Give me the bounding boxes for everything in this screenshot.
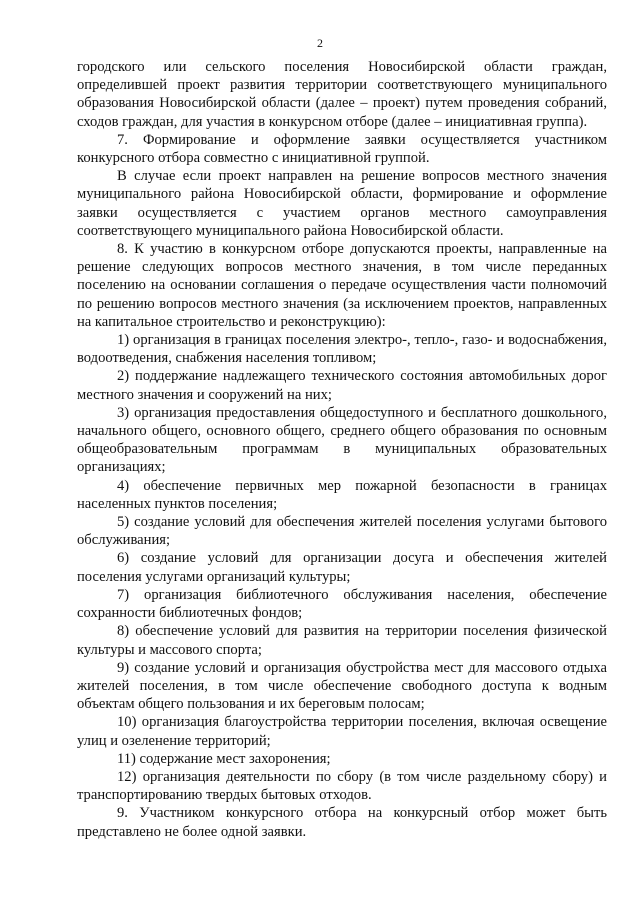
paragraph-clause-9: 9. Участником конкурсного отбора на конкурсный отбор может быть представлено не более одной заявки. <box>77 805 607 840</box>
paragraph-clause-7-note: В случае если проект направлен на решение вопросов местного значения муниципального района Новосибирской области, формирование и оформление заявки осуществляется с участием органов местного самоуправления соответствующего муниципального района Новосибирской области. <box>77 168 607 239</box>
page-number: 2 <box>317 36 323 50</box>
list-item-6: 6) создание условий для организации досуга и обеспечения жителей поселения услугами организаций культуры; <box>77 550 607 585</box>
paragraph-clause-8: 8. К участию в конкурсном отборе допускаются проекты, направленные на решение следующих вопросов местного значения, в том числе переданных поселению на основании соглашения о передаче осуществления части полномочий по решению вопросов местного значения (за исключением проектов, направленных на капитальное строительство и реконструкцию): <box>77 241 607 330</box>
paragraph-clause-7: 7. Формирование и оформление заявки осуществляется участником конкурсного отбора совместно с инициативной группой. <box>77 131 607 167</box>
list-item-11: 11) содержание мест захоронения; <box>117 750 331 767</box>
document-body <box>77 58 607 841</box>
list-item-8: 8) обеспечение условий для развития на территории поселения физической культуры и массового спорта; <box>77 623 607 658</box>
list-item-7: 7) организация библиотечного обслуживания населения, обеспечение сохранности библиотечных фондов; <box>77 586 607 622</box>
paragraph-continuation: городского или сельского поселения Новосибирской области граждан, определившей проект развития территории соответствующего муниципального образования Новосибирской области (далее – проект) путем проведения собраний, сходов граждан, для участия в конкурсном отборе (далее – инициативная группа). <box>77 59 607 130</box>
list-item-9: 9) создание условий и организация обустройства мест для массового отдыха жителей поселения, в том числе обеспечение свободного доступа к водным объектам общего пользования и их береговым полосам; <box>77 659 607 713</box>
list-item-4: 4) обеспечение первичных мер пожарной безопасности в границах населенных пунктов поселения; <box>77 477 607 512</box>
list-item-12: 12) организация деятельности по сбору (в том числе раздельному сбору) и транспортированию твердых бытовых отходов. <box>77 768 607 804</box>
list-item-5: 5) создание условий для обеспечения жителей поселения услугами бытового обслуживания; <box>77 514 607 549</box>
list-item-1: 1) организация в границах поселения электро-, тепло-, газо- и водоснабжения, водоотведения, снабжения населения топливом; <box>77 332 607 367</box>
list-item-10: 10) организация благоустройства территории поселения, включая освещение улиц и озеленение территорий; <box>77 714 607 749</box>
list-item-3: 3) организация предоставления общедоступного и бесплатного дошкольного, начального общего, основного общего, среднего общего образования по основным общеобразовательным программам в муниципальных образовательных организациях; <box>77 404 607 476</box>
list-item-2: 2) поддержание надлежащего технического состояния автомобильных дорог местного значения и сооружений на них; <box>77 368 607 403</box>
